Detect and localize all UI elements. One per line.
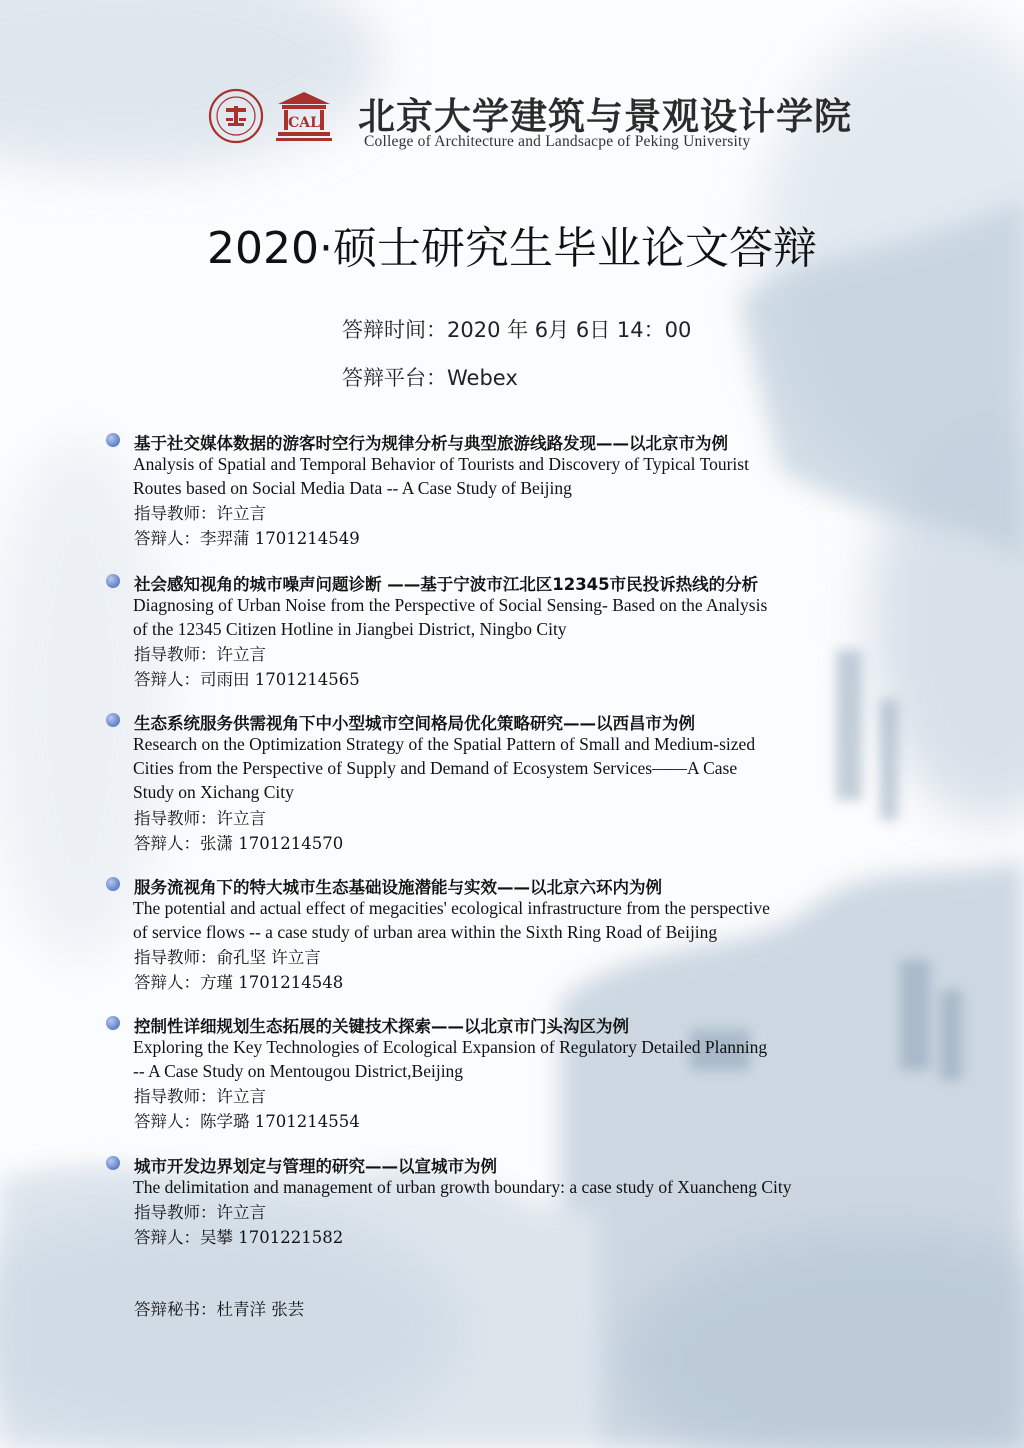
page-title: 2020·硕士研究生毕业论文答辩 bbox=[207, 223, 817, 274]
thesis-title-en: Analysis of Spatial and Temporal Behavior of Tourists and Discovery of Typical Tourist Routes based on Social Media Data -- A Case Study of Beijing bbox=[133, 454, 749, 498]
college-name-cn: 北京大学建筑与景观设计学院 bbox=[358, 95, 852, 138]
thesis-title-en: Diagnosing of Urban Noise from the Perspective of Social Sensing- Based on the Analysis of the 12345 Citizen Hotline in Jiangbei District, Ningbo City bbox=[133, 595, 768, 639]
thesis-title-cn: 社会感知视角的城市噪声问题诊断 ——基于宁波市江北区12345市民投诉热线的分析 bbox=[134, 575, 759, 594]
thesis-student: 答辩人：李羿蒲 1701214549 bbox=[134, 529, 360, 548]
cal-logo-text: CAL bbox=[288, 115, 320, 131]
thesis-title-cn: 控制性详细规划生态拓展的关键技术探索——以北京市门头沟区为例 bbox=[134, 1017, 629, 1036]
cal-school-logo bbox=[274, 88, 334, 144]
bullet-icon bbox=[106, 1016, 120, 1030]
thesis-advisor: 指导教师：许立言 bbox=[134, 1203, 266, 1222]
thesis-advisor: 指导教师：许立言 bbox=[134, 504, 266, 523]
thesis-title-en: Research on the Optimization Strategy of the Spatial Pattern of Small and Medium-sized Cities from the Perspective of Supply and Demand of Ecosystem Services——A Case Study on Xichang City bbox=[133, 734, 756, 802]
bullet-icon bbox=[106, 433, 120, 447]
thesis-title-en: The delimitation and management of urban growth boundary: a case study of Xuancheng City bbox=[133, 1177, 792, 1197]
thesis-title-en: The potential and actual effect of megacities' ecological infrastructure from the perspective of service flows -- a case study of urban area within the Sixth Ring Road of Beijing bbox=[133, 898, 770, 942]
bullet-icon bbox=[106, 1156, 120, 1170]
thesis-advisor: 指导教师：许立言 bbox=[134, 1087, 266, 1106]
thesis-title-cn: 服务流视角下的特大城市生态基础设施潜能与实效——以北京六环内为例 bbox=[134, 878, 662, 897]
defense-secretary: 答辩秘书：杜青洋 张芸 bbox=[134, 1300, 305, 1319]
thesis-student: 答辩人：陈学璐 1701214554 bbox=[134, 1112, 360, 1131]
defense-time: 答辩时间：2020 年 6月 6日 14：00 bbox=[342, 318, 692, 342]
bullet-icon bbox=[106, 713, 120, 727]
bullet-icon bbox=[106, 877, 120, 891]
peking-university-logo bbox=[208, 88, 264, 144]
thesis-title-cn: 城市开发边界划定与管理的研究——以宣城市为例 bbox=[134, 1157, 497, 1176]
thesis-student: 答辩人：司雨田 1701214565 bbox=[134, 670, 360, 689]
thesis-advisor: 指导教师：许立言 bbox=[134, 809, 266, 828]
thesis-title-cn: 基于社交媒体数据的游客时空行为规律分析与典型旅游线路发现——以北京市为例 bbox=[134, 434, 728, 453]
thesis-advisor: 指导教师：许立言 bbox=[134, 645, 266, 664]
thesis-title-cn: 生态系统服务供需视角下中小型城市空间格局优化策略研究——以西昌市为例 bbox=[134, 714, 695, 733]
thesis-student: 答辩人：张潇 1701214570 bbox=[134, 834, 344, 853]
college-name-en: College of Architecture and Landsacpe of Peking University bbox=[364, 133, 751, 150]
thesis-title-en: Exploring the Key Technologies of Ecological Expansion of Regulatory Detailed Planning -- A Case Study on Mentougou District,Beijing bbox=[133, 1037, 768, 1081]
thesis-student: 答辩人：吴攀 1701221582 bbox=[134, 1228, 344, 1247]
defense-platform: 答辩平台：Webex bbox=[342, 366, 518, 390]
thesis-advisor: 指导教师：俞孔坚 许立言 bbox=[134, 948, 321, 967]
bullet-icon bbox=[106, 574, 120, 588]
thesis-student: 答辩人：方瑾 1701214548 bbox=[134, 973, 344, 992]
